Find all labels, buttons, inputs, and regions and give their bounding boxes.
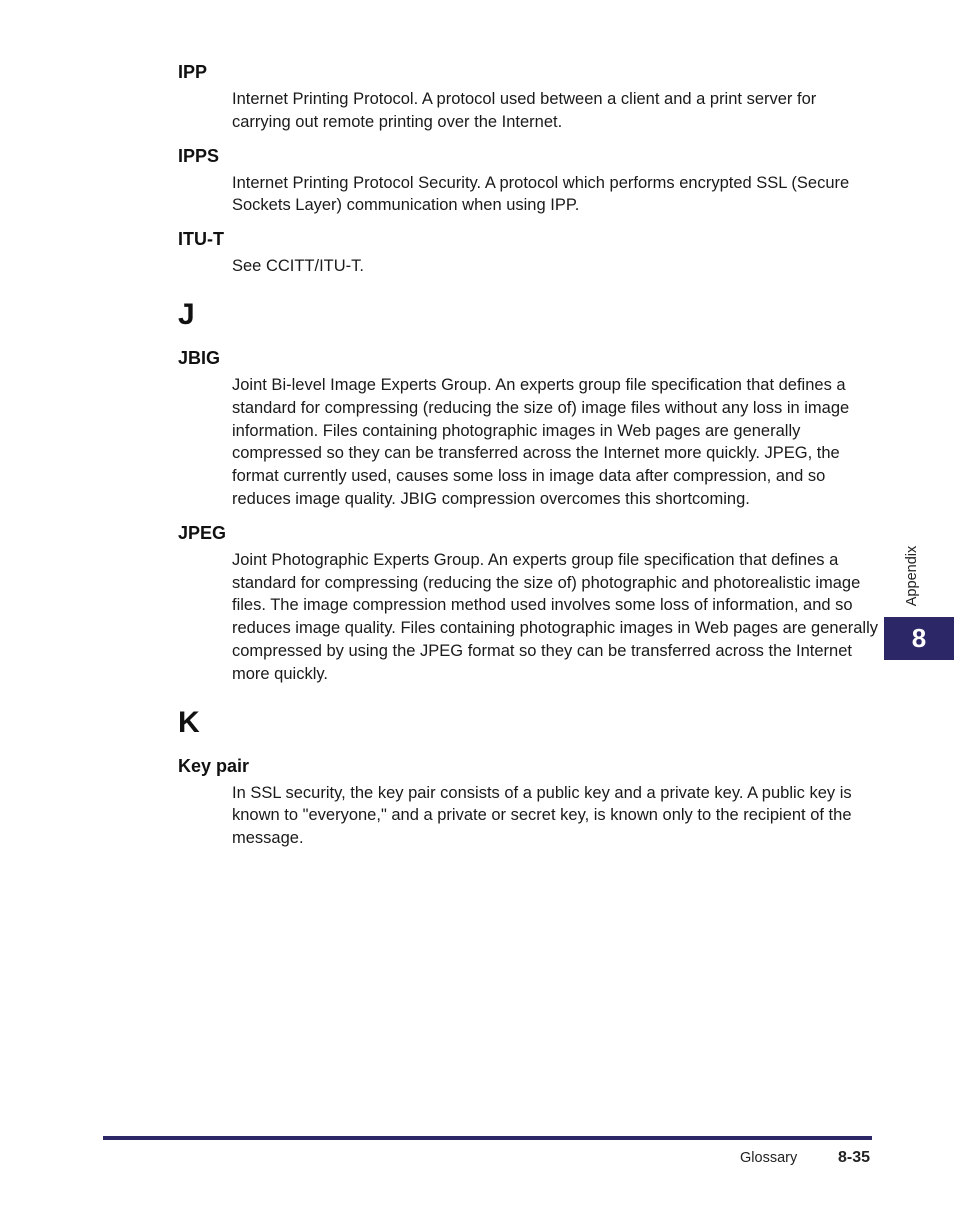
glossary-entry-jpeg — [178, 521, 878, 686]
section-letter-j: J — [178, 297, 195, 331]
glossary-entry-ipp — [178, 60, 878, 134]
page-number: 8-35 — [838, 1149, 871, 1166]
glossary-entry-ipps — [178, 144, 878, 218]
glossary-definition: Internet Printing Protocol. A protocol used between a client and a print server for carrying out remote printing over the Internet. — [232, 90, 817, 131]
glossary-definition: Joint Photographic Experts Group. An experts group file specification that defines a standard for compressing (reducing the size of) photographic and photorealistic image files. The image compression method used involves some loss of information, and so reduces image quality. Files containing photographic images in Web pages are generally compressed by using the JPEG format so they can be transferred across the Internet more quickly. — [232, 550, 879, 683]
glossary-definition: Joint Bi-level Image Experts Group. An experts group file specification that defines a standard for compressing (reducing the size of) image files without any loss in image information. Files containing photographic images in Web pages are generally compressed so they can be transferred across the Internet more quickly. JPEG, the format currently used, causes some loss in image data after compression, and so reduces image quality. JBIG compression overcomes this shortcoming. — [232, 375, 850, 508]
glossary-entry-jbig — [178, 346, 878, 511]
glossary-term: JPEG — [178, 522, 227, 543]
glossary-definition: See CCITT/ITU-T. — [232, 257, 365, 276]
glossary-entry-itu-t — [178, 227, 878, 278]
glossary-entry-key-pair — [178, 754, 878, 850]
chapter-side-label: Appendix — [904, 545, 920, 607]
glossary-term: Key pair — [178, 755, 250, 776]
glossary-term: ITU-T — [178, 229, 224, 250]
footer-divider — [103, 1136, 872, 1140]
glossary-definition: Internet Printing Protocol Security. A protocol which performs encrypted SSL (Secure Sockets Layer) communication when using IPP. — [232, 173, 850, 215]
glossary-content — [178, 60, 878, 860]
footer-section-name: Glossary — [740, 1150, 798, 1166]
glossary-term: IPP — [178, 62, 208, 82]
glossary-term: JBIG — [178, 347, 221, 368]
section-letter-k: K — [178, 705, 200, 739]
glossary-term: IPPS — [178, 145, 220, 166]
chapter-number-tab: 8 — [884, 617, 954, 660]
glossary-definition: In SSL security, the key pair consists of a public key and a private key. A public key is known to "everyone," and a private or secret key, is known only to the recipient of the message. — [232, 783, 852, 848]
